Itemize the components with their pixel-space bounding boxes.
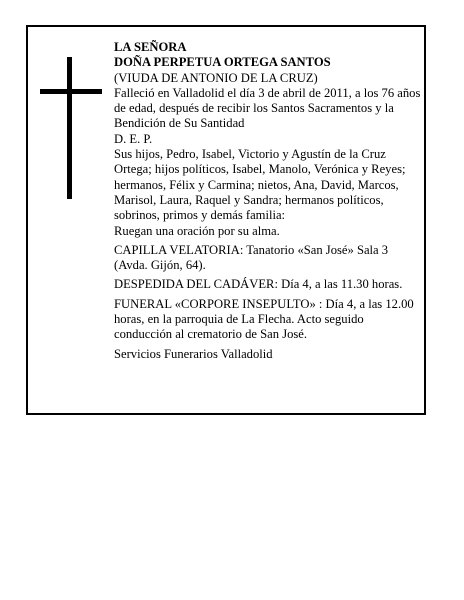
widow-of: (VIUDA DE ANTONIO DE LA CRUZ): [114, 70, 318, 85]
notice-title: LA SEÑORA: [114, 40, 187, 54]
family-list: Sus hijos, Pedro, Isabel, Victorio y Agustín de la Cruz Ortega; hijos políticos, Isabel, Manolo, Verónica y Reyes; hermanos, Félix y Carmina; nietos, Ana, David, Marcos, Marisol, Laura, Raquel y Sandra; hermanos políticos, sobrinos, primos y demás familia:: [114, 147, 406, 223]
notice-text: [114, 40, 424, 362]
farewell-info: DESPEDIDA DEL CADÁVER: Día 4, a las 11.30 horas.: [114, 277, 403, 292]
rip-line: D. E. P.: [114, 131, 153, 146]
chapel-info: CAPILLA VELATORIA: Tanatorio «San José» Sala 3 (Avda. Gijón, 64).: [114, 242, 389, 273]
latin-cross-icon: [40, 57, 102, 199]
prayer-request: Ruegan una oración por su alma.: [114, 223, 280, 238]
funeral-services: Servicios Funerarios Valladolid: [114, 346, 273, 361]
deceased-name: DOÑA PERPETUA ORTEGA SANTOS: [114, 55, 331, 70]
cross-horizontal-bar: [40, 89, 102, 94]
funeral-info: FUNERAL «CORPORE INSEPULTO» : Día 4, a las 12.00 horas, en la parroquia de La Flecha. Acto seguido conducción al crematorio de San José.: [114, 296, 414, 342]
death-statement: Falleció en Valladolid el día 3 de abril de 2011, a los 76 años de edad, después de recibir los Santos Sacramentos y la Bendición de Su Santidad: [114, 85, 421, 131]
obituary-notice: [26, 25, 426, 415]
cross-vertical-bar: [67, 57, 72, 199]
